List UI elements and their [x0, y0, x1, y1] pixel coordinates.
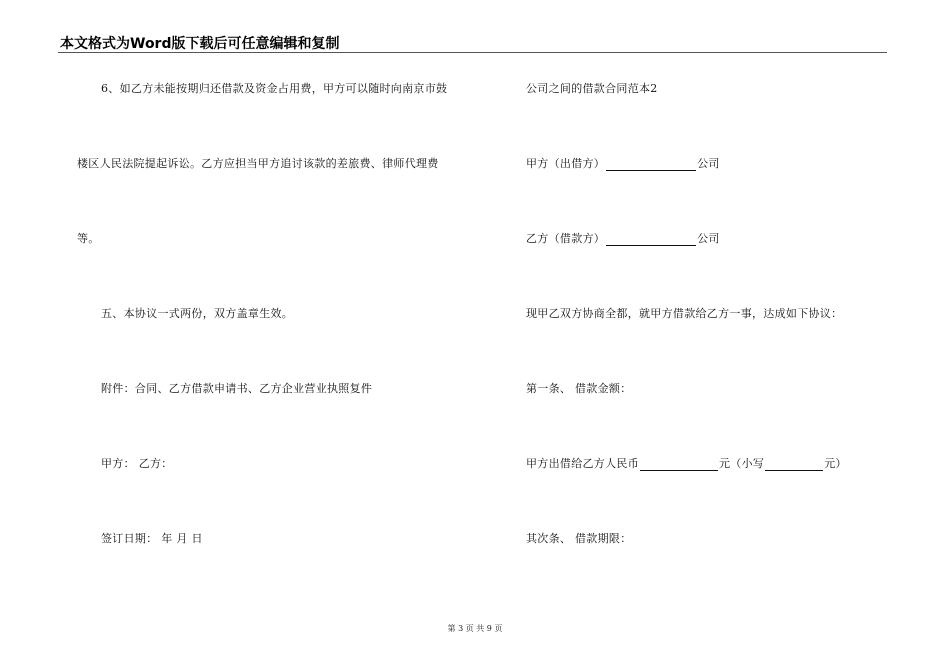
left-line-4: 五、本协议一式两份，双方盖章生效。 [101, 307, 294, 320]
party-a-blank [606, 159, 696, 171]
page-number: 第 3 页 共 9 页 [447, 624, 503, 633]
party-b-blank [606, 234, 696, 246]
party-a-label: 甲方（出借方） [526, 157, 606, 170]
party-a-suffix: 公司 [697, 157, 720, 170]
left-line-7: 签订日期： 年 月 日 [101, 532, 203, 545]
contract-title: 公司之间的借款合同范本2 [526, 82, 658, 95]
left-line-6: 甲方： 乙方： [101, 457, 173, 470]
amount-prefix: 甲方出借给乙方人民币 [526, 457, 639, 470]
article-2-heading: 其次条、 借款期限： [526, 532, 632, 545]
left-line-5: 附件：合同、乙方借款申请书、乙方企业营业执照复件 [101, 382, 373, 395]
document-header-title: 本文格式为Word版下载后可任意编辑和复制 [60, 36, 340, 52]
amount-suffix: 元） [824, 457, 847, 470]
header-divider [58, 52, 887, 53]
loan-amount-line [526, 455, 847, 471]
amount-numeric-blank [765, 459, 823, 471]
left-line-2: 楼区人民法院提起诉讼。乙方应担当甲方追讨该款的差旅费、律师代理费 [77, 157, 439, 170]
amount-mid: 元（小写 [719, 457, 765, 470]
left-line-1: 6、如乙方未能按期归还借款及资金占用费，甲方可以随时向南京市鼓 [101, 82, 448, 95]
amount-capital-blank [640, 459, 718, 471]
article-1-heading: 第一条、 借款金额： [526, 382, 632, 395]
left-line-3: 等。 [77, 232, 100, 245]
party-a-line [526, 155, 720, 171]
party-b-suffix: 公司 [697, 232, 720, 245]
party-b-line [526, 230, 720, 246]
party-b-label: 乙方（借款方） [526, 232, 606, 245]
agreement-intro: 现甲乙双方协商全都，就甲方借款给乙方一事，达成如下协议： [526, 307, 843, 320]
